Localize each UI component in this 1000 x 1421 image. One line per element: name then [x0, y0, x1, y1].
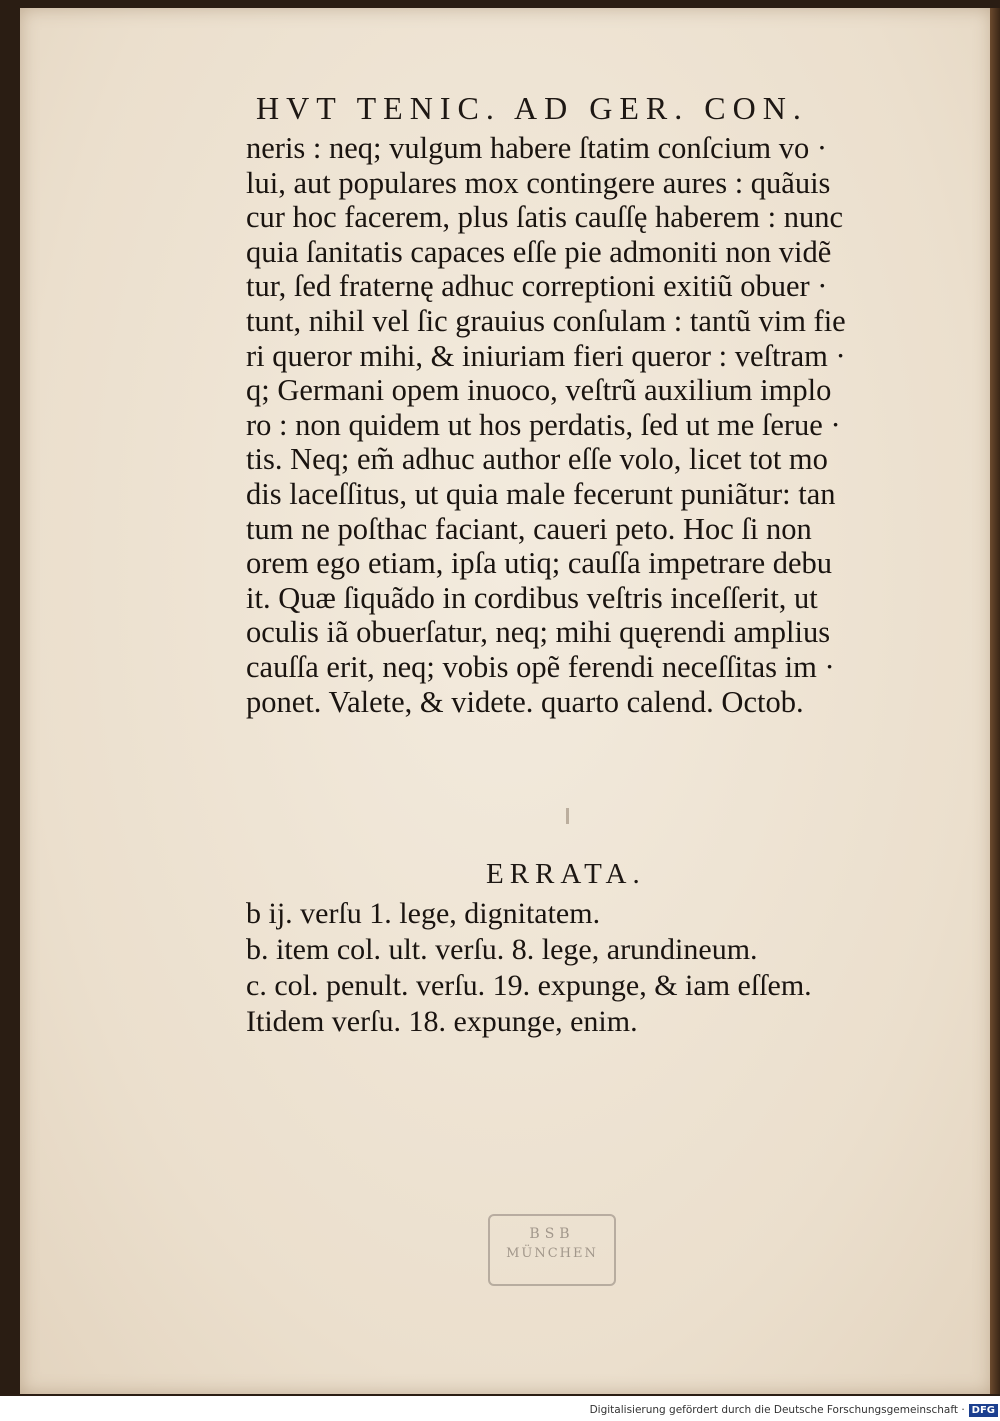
text-line: tis. Neq; em̃ adhuc author eſſe volo, licet tot mo [246, 442, 828, 477]
errata-line: Itidem verſu. 18. expunge, enim. [246, 1005, 638, 1038]
text-line: lui, aut populares mox contingere aures : quãuis [246, 165, 831, 200]
errata-line: b ij. verſu 1. lege, dignitatem. [246, 897, 601, 930]
digitization-footer [590, 1401, 1000, 1419]
errata-line: b. item col. ult. verſu. 8. lege, arundineum. [246, 933, 758, 966]
text-line: orem ego etiam, ipſa utiq; cauſſa impetrare debu [246, 546, 833, 581]
body-text [246, 131, 906, 719]
text-line: tunt, nihil vel ſic grauius conſulam : tantũ vim fie [246, 303, 846, 338]
errata-title: ERRATA. [486, 858, 646, 890]
text-line: it. Quæ ſiquãdo in cordibus veſtris inceſſerit, ut [246, 580, 818, 615]
text-line: ponet. Valete, & videte. quarto calend. Octob. [246, 684, 804, 719]
page-mark [566, 808, 569, 824]
text-line: tum ne poſthac faciant, caueri peto. Hoc ſi non [246, 511, 812, 546]
footer-credit-text: Digitalisierung gefördert durch die Deutsche Forschungsgemeinschaft · [589, 1404, 965, 1416]
errata-list [246, 896, 886, 1040]
errata-line: c. col. penult. verſu. 19. expunge, & iam eſſem. [246, 969, 812, 1002]
text-line: quia ſanitatis capaces eſſe pie admoniti non vidẽ [246, 234, 832, 269]
book-spine-edge [990, 8, 1000, 1394]
stamp-line-muenchen: MÜNCHEN [506, 1246, 598, 1261]
dfg-logo-icon: DFG [969, 1404, 998, 1417]
running-header: HVT TENIC. AD GER. CON. [256, 90, 808, 126]
text-line: dis laceſſitus, ut quia male fecerunt puniãtur: tan [246, 476, 836, 511]
stamp-line-bsb: BSB [529, 1226, 575, 1242]
text-line: cauſſa erit, neq; vobis opẽ ferendi neceſſitas im · [246, 649, 835, 684]
text-line: oculis iã obuerſatur, neq; mihi quęrendi amplius [246, 615, 831, 650]
text-line: ro : non quidem ut hos perdatis, ſed ut me ſerue · [246, 407, 841, 442]
text-line: tur, ſed fraternę adhuc correptioni exitiũ obuer · [246, 269, 828, 304]
text-line: q; Germani opem inuoco, veſtrũ auxilium implo [246, 373, 832, 408]
text-line: neris : neq; vulgum habere ſtatim conſcium vo · [246, 131, 828, 165]
text-line: ri queror mihi, & iniuriam fieri queror : veſtram · [246, 338, 846, 373]
library-stamp [488, 1214, 616, 1286]
text-line: cur hoc facerem, plus ſatis cauſſę haberem : nunc [246, 200, 844, 235]
